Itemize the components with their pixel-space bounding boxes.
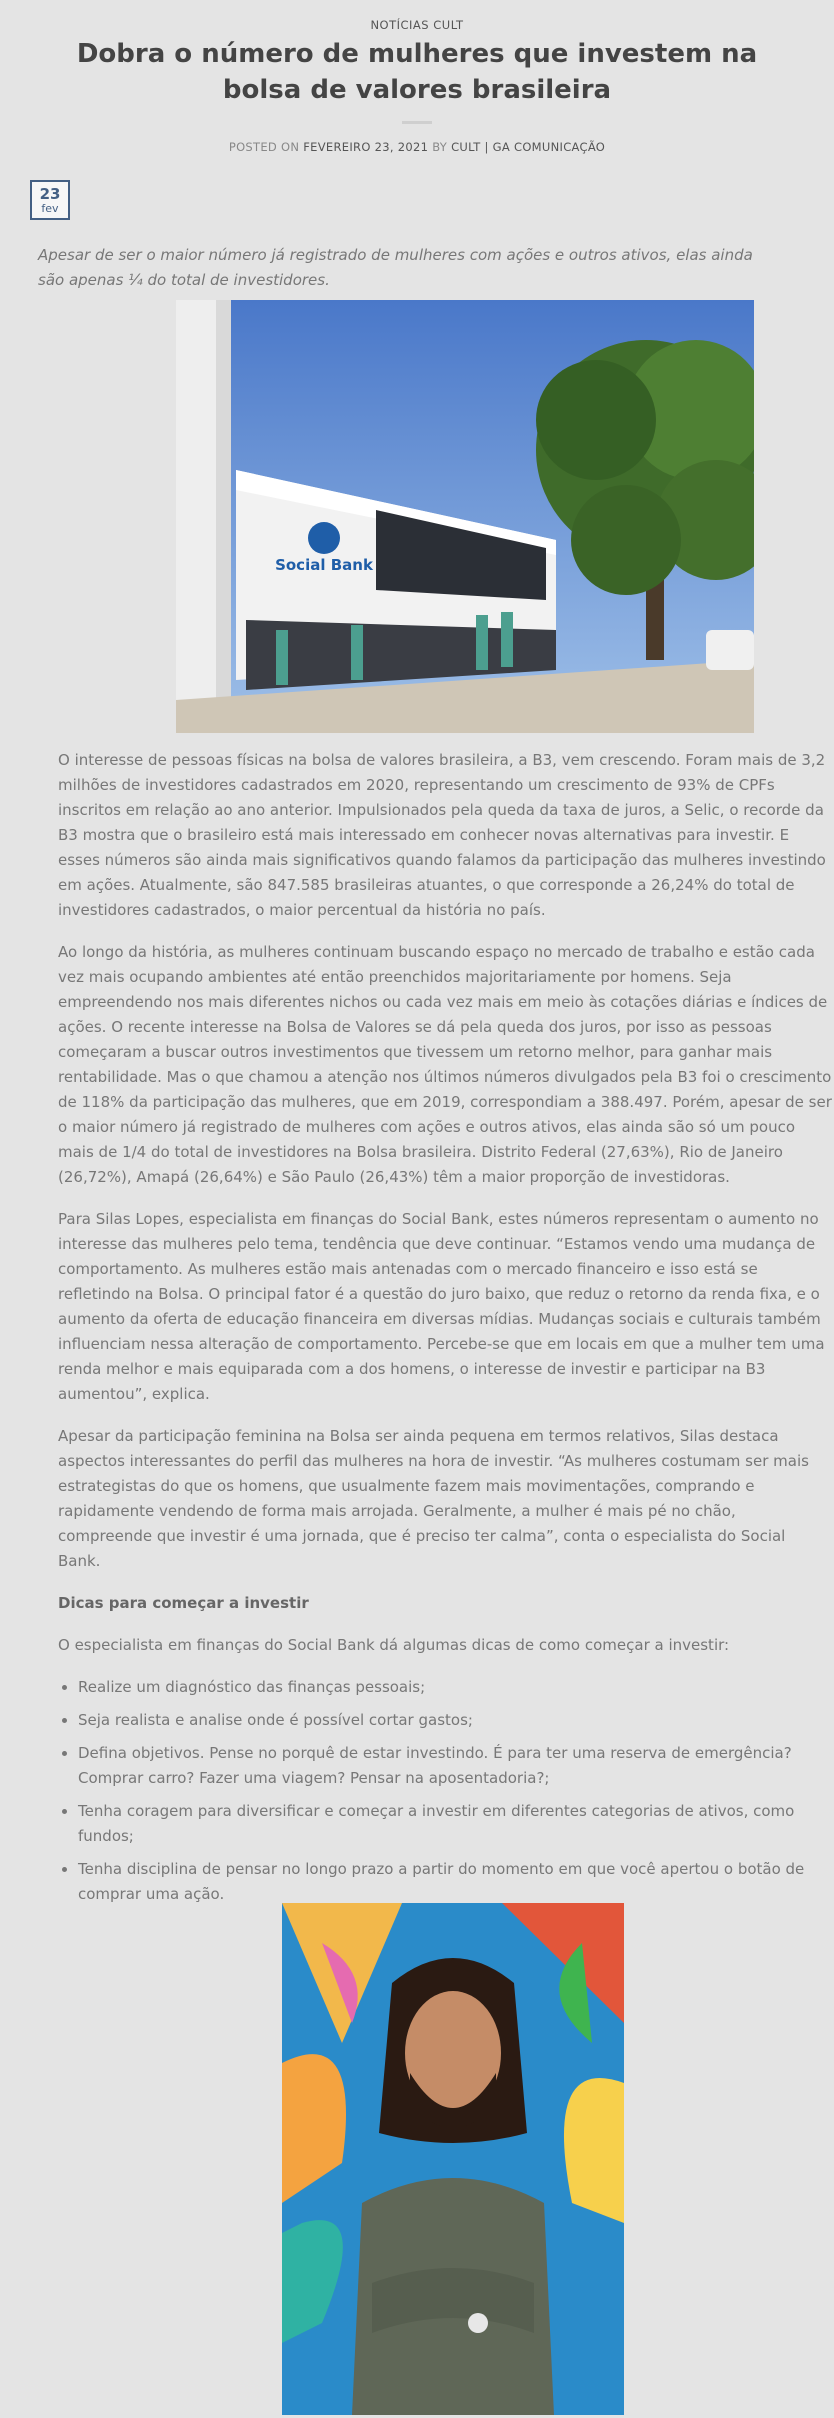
article-lead: Apesar de ser o maior número já registrado de mulheres com ações e outros ativos, elas ainda são apenas ¼ do total de investidores. (38, 246, 753, 289)
tips-list-item: • Realize um diagnóstico das finanças pessoais; (78, 1675, 832, 1700)
tips-intro: O especialista em finanças do Social Bank dá algumas dicas de como começar a investir: (58, 1636, 730, 1654)
page-title: Dobra o número de mulheres que investem na bolsa de valores brasileira (76, 39, 758, 105)
date-badge-month: fev (41, 202, 59, 215)
hero-image (176, 300, 754, 733)
portrait-image (282, 1903, 624, 2415)
date-badge-day: 23 (39, 185, 61, 203)
hero-sign-text: Social Bank (275, 556, 373, 574)
article-paragraph: Apesar da participação feminina na Bolsa ser ainda pequena em termos relativos, Silas destaca aspectos interessantes do perfil das mulheres na hora de investir. “As mulheres costumam ser mais estrategistas do que os homens, que usualmente fazem mais movimentações, comprando e rapidamente vendendo de forma mais arrojada. Geralmente, a mulher é mais pé no chão, compreende que investir é uma jornada, que é preciso ter calma”, conta o especialista do Social Bank. (58, 1427, 809, 1570)
post-meta (0, 140, 834, 154)
posted-on-label: POSTED ON (228, 140, 300, 154)
by-label: BY (432, 140, 448, 154)
section-subheading: Dicas para começar a investir (58, 1594, 309, 1612)
tips-list-item: • Seja realista e analise onde é possível cortar gastos; (78, 1708, 832, 1733)
date-badge (30, 180, 70, 220)
tips-list-item: • Defina objetivos. Pense no porquê de estar investindo. É para ter uma reserva de emergência? Comprar carro? Fazer uma viagem? Pensar na aposentadoria?; (78, 1741, 832, 1791)
article-content (58, 748, 832, 1915)
post-date-link[interactable]: FEVEREIRO 23, 2021 (303, 140, 429, 154)
article-paragraph: Ao longo da história, as mulheres continuam buscando espaço no mercado de trabalho e estão cada vez mais ocupando ambientes até então preenchidos majoritariamente por homens. Seja empreendendo nos mais diferentes nichos ou cada vez mais em meio às cotações diárias e índices de ações. O recente interesse na Bolsa de Valores se dá pela queda dos juros, por isso as pessoas começaram a buscar outros investimentos que tivessem um retorno melhor, para ganhar mais rentabilidade. Mas o que chamou a atenção nos últimos números divulgados pela B3 foi o crescimento de 118% da participação das mulheres, que em 2019, correspondiam a 388.497. Porém, apesar de ser o maior número já registrado de mulheres com ações e outros ativos, elas ainda são só um pouco mais de 1/4 do total de investidores na Bolsa brasileira. Distrito Federal (27,63%), Rio de Janeiro (26,72%), Amapá (26,64%) e São Paulo (26,43%) têm a maior proporção de investidoras. (58, 943, 832, 1186)
tips-list (58, 1675, 832, 1907)
author-link[interactable]: CULT | GA COMUNICAÇÃO (451, 140, 606, 154)
article-paragraph: O interesse de pessoas físicas na bolsa de valores brasileira, a B3, vem crescendo. Foram mais de 3,2 milhões de investidores cadastrados em 2020, representando um crescimento de 93% de CPFs inscritos em relação ao ano anterior. Impulsionados pela queda da taxa de juros, a Selic, o recorde da B3 mostra que o brasileiro está mais interessado em conhecer novas alternativas para investir. E esses números são ainda mais significativos quando falamos da participação das mulheres investindo em ações. Atualmente, são 847.585 brasileiras atuantes, o que corresponde a 26,24% do total de investidores cadastrados, o maior percentual da história no país. (58, 751, 826, 919)
title-divider (402, 121, 432, 124)
category-label[interactable]: NOTÍCIAS CULT (370, 18, 464, 32)
tips-list-item: • Tenha disciplina de pensar no longo prazo a partir do momento em que você apertou o botão de comprar uma ação. (78, 1857, 832, 1907)
article-paragraph: Para Silas Lopes, especialista em finanças do Social Bank, estes números representam o aumento no interesse das mulheres pelo tema, tendência que deve continuar. “Estamos vendo uma mudança de comportamento. As mulheres estão mais antenadas com o mercado financeiro e isso está se refletindo na Bolsa. O principal fator é a questão do juro baixo, que reduz o retorno da renda fixa, e o aumento da oferta de educação financeira em diversas mídias. Mudanças sociais e culturais também influenciam nessa alteração de comportamento. Percebe-se que em locais em que a mulher tem uma renda melhor e mais equiparada com a dos homens, o interesse de investir e participar na B3 aumentou”, explica. (58, 1210, 825, 1403)
tips-list-item: • Tenha coragem para diversificar e começar a investir em diferentes categorias de ativos, como fundos; (78, 1799, 832, 1849)
